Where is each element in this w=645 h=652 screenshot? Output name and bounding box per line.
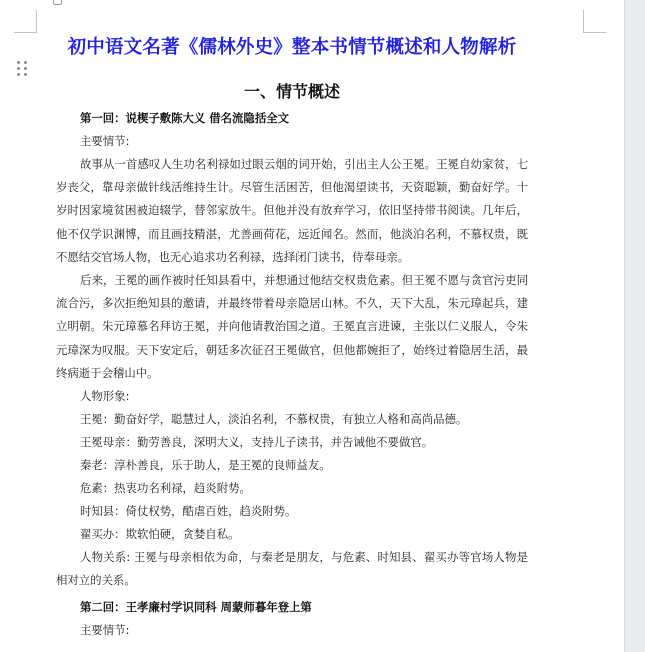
drag-dots-icon[interactable] [17, 61, 29, 79]
plot-paragraph: 后来，王冕的画作被时任知县看中，并想通过他结交权贵危素。但王冕不愿与贪官污吏同流合污，多次拒绝知县的邀请，并最终带着母亲隐居山林。不久，天下大乱，朱元璋起兵，建立明朝。朱元璋慕名拜访王冕，并向他请教治国之道。王冕直言进谏，主张以仁义服人，令朱元璋深为叹服。天下安定后，朝廷多次征召王冕做官，但他都婉拒了，始终过着隐居生活，最终病逝于会稽山中。 [56, 273, 528, 380]
document-title: 初中语文名著《儒林外史》整本书情节概述和人物解析 [67, 37, 517, 58]
character-entry: 王冕母亲：勤劳善良，深明大义，支持儿子读书，并告诫他不要做官。 [80, 435, 434, 450]
margin-corner-top-right [583, 10, 606, 33]
plot-label: 主要情节: [80, 134, 130, 148]
document-page [56, 36, 528, 642]
character-entry: 时知县：倚仗权势，酷虐百姓，趋炎附势。 [80, 504, 297, 519]
margin-corner-top-left [14, 10, 37, 33]
plot-paragraph: 故事从一首感叹人生功名利禄如过眼云烟的词开始，引出主人公王冕。王冕自幼家贫，七岁丧父，靠母亲做针线活维持生计。尽管生活困苦，但他渴望读书，天资聪颖，勤奋好学。十岁时因家境贫困被迫辍学，替邻家放牛。但他并没有放弃学习，依旧坚持带书阅读。几年后，他不仅学识渊博，而且画技精湛，尤善画荷花，远近闻名。然而，他淡泊名利，不慕权贵，既不愿结交官场人物，也无心追求功名利禄，选择闭门读书，侍奉母亲。 [56, 157, 528, 264]
characters-label: 人物形象: [80, 389, 130, 404]
character-entry: 王冕：勤奋好学，聪慧过人，淡泊名利，不慕权贵，有独立人格和高尚品德。 [80, 412, 468, 427]
character-entry: 秦老：淳朴善良，乐于助人，是王冕的良师益友。 [80, 458, 331, 473]
section-heading: 一、情节概述 [243, 82, 340, 101]
character-entry: 危素：热衷功名利禄，趋炎附势。 [80, 481, 251, 496]
plot-label: 主要情节: [80, 623, 130, 638]
chapter-heading: 第二回：王孝廉村学识同科 周蒙师暮年登上第 [80, 600, 312, 615]
chapter-heading: 第一回：说楔子敷陈大义 借名流隐括全文 [80, 111, 289, 125]
vertical-scrollbar-track[interactable] [624, 0, 645, 652]
character-entry: 翟买办：欺软怕硬，贪婪自私。 [80, 527, 240, 542]
page-marker-icon [53, 0, 62, 5]
character-relations: 人物关系: 王冕与母亲相依为命，与秦老是朋友，与危素、时知县、翟买办等官场人物是相对立的关系。 [56, 550, 528, 588]
